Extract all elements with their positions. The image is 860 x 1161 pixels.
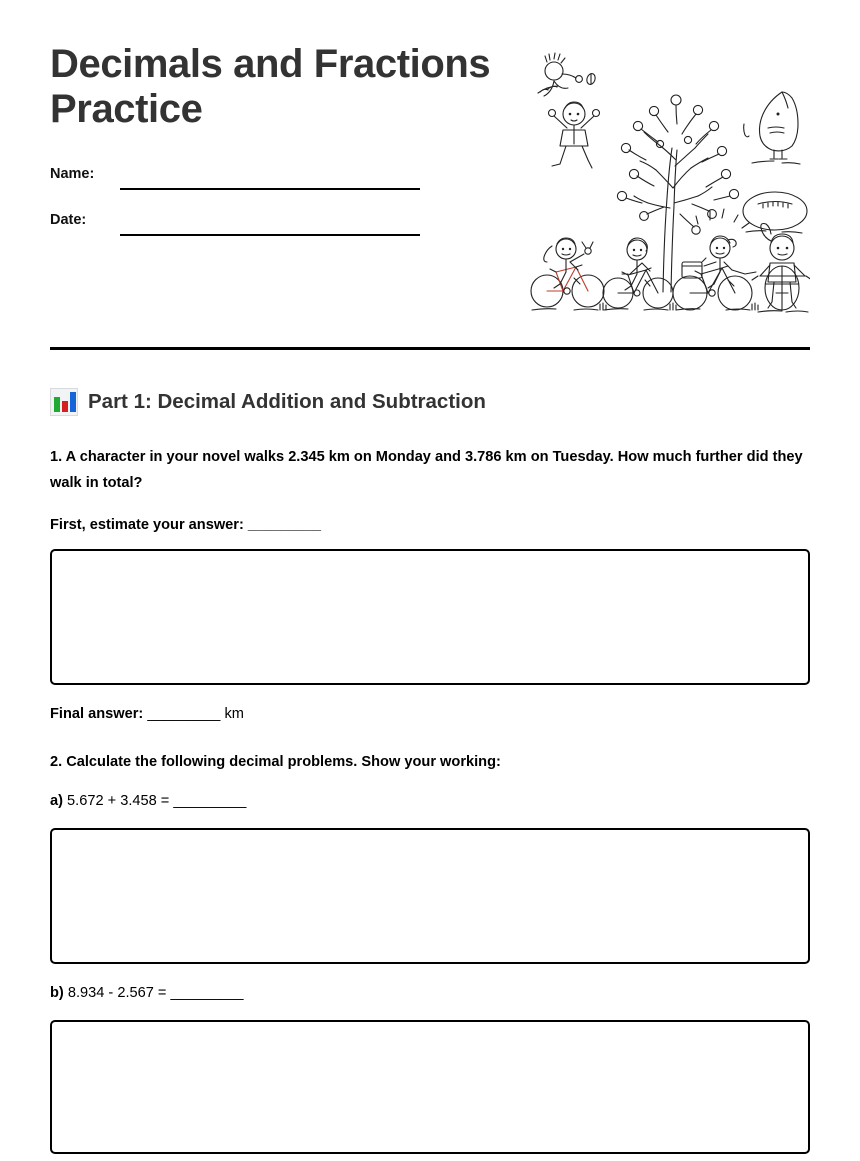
child-cyclist-front-view-icon — [752, 224, 810, 313]
name-field-label: Name: — [50, 166, 95, 182]
question-1-final-answer-label: Final answer: — [50, 706, 144, 722]
child-cyclist-icon — [603, 238, 676, 310]
childrens-doodle-illustration — [530, 48, 810, 316]
jumping-child-icon — [549, 102, 600, 168]
page-title: Decimals and Fractions Practice — [50, 42, 491, 131]
section-divider — [50, 347, 810, 350]
question-2b-line — [50, 983, 810, 1005]
question-1-working-box[interactable] — [50, 549, 810, 685]
part-1-heading-label: Part 1: Decimal Addition and Subtraction — [88, 390, 486, 413]
question-2b-working-box[interactable] — [50, 1020, 810, 1154]
bar-chart-icon — [50, 388, 78, 416]
question-2-prompt: 2. Calculate the following decimal problems. Show your working: — [50, 754, 501, 770]
date-field-input-line[interactable] — [120, 234, 420, 236]
question-2b-marker: b) — [50, 985, 64, 1001]
question-2a-equation[interactable]: 5.672 + 3.458 = _________ — [67, 793, 247, 809]
date-field-label: Date: — [50, 212, 87, 228]
part-1-heading — [50, 388, 486, 416]
child-cyclist-red-bike-icon — [531, 238, 606, 310]
question-1-final-answer-line — [50, 704, 810, 726]
rugby-ball-icon — [743, 192, 807, 233]
name-field-row — [50, 166, 470, 192]
flower-branch-icon — [538, 53, 597, 96]
date-field-row — [50, 212, 470, 238]
bird-icon — [744, 92, 800, 164]
child-cyclist-with-basket-icon — [673, 209, 758, 310]
question-1-final-answer-unit: km — [224, 706, 244, 722]
question-2a-working-box[interactable] — [50, 828, 810, 964]
question-1-final-answer-blank[interactable]: _________ — [147, 706, 221, 722]
question-1-prompt: 1. A character in your novel walks 2.345 km on Monday and 3.786 km on Tuesday. How much further did they walk in total? — [50, 449, 803, 491]
question-2a-marker: a) — [50, 793, 63, 809]
question-2b-equation[interactable]: 8.934 - 2.567 = _________ — [67, 985, 244, 1001]
name-field-input-line[interactable] — [120, 188, 420, 190]
question-2a-line — [50, 791, 810, 813]
question-1-estimate-label: First, estimate your answer: _________ — [50, 517, 321, 533]
